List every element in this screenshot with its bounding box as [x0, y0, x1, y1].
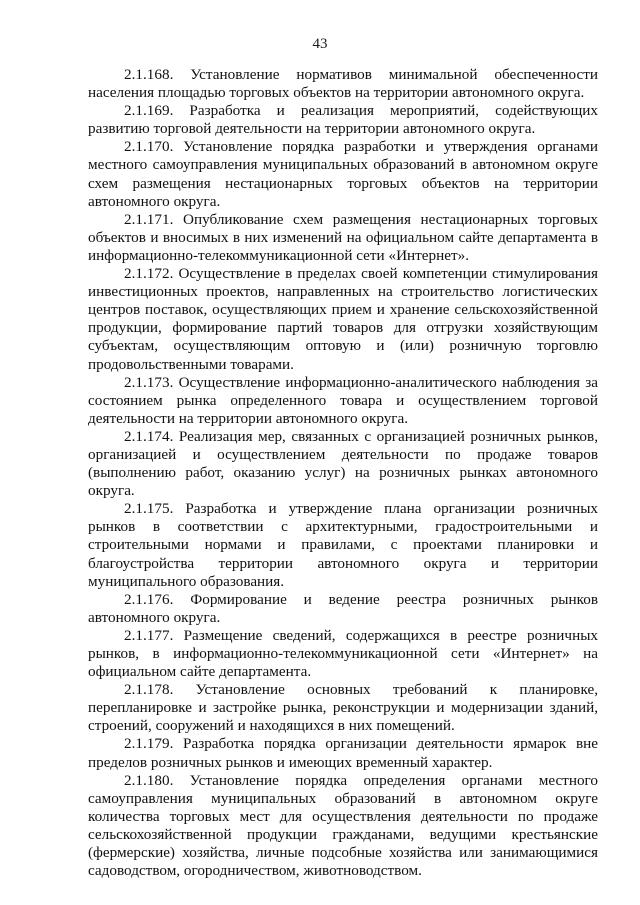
- paragraph-2-1-177: 2.1.177. Размещение сведений, содержащихся в реестре розничных рынков, в информационно-телекоммуникационной сети «Интернет» на официальном сайте департамента.: [88, 626, 598, 681]
- paragraph-2-1-175: 2.1.175. Разработка и утверждение плана организации розничных рынков в соответствии с архитектурными, градостроительными и строительными нормами и правилами, с проектами планировки и благоустройства территории автономного округа и территории муниципального образования.: [88, 500, 598, 590]
- page-number: 43: [312, 36, 328, 52]
- paragraph-2-1-176: 2.1.176. Формирование и ведение реестра розничных рынков автономного округа.: [88, 590, 598, 626]
- paragraph-2-1-171: 2.1.171. Опубликование схем размещения нестационарных торговых объектов и вносимых в них изменений на официальном сайте департамента в информационно-телекоммуникационной сети «Интернет».: [88, 210, 598, 264]
- paragraph-2-1-173: 2.1.173. Осуществление информационно-аналитического наблюдения за состоянием рынка определенного товара и осуществлением торговой деятельности на территории автономного округа.: [88, 373, 598, 427]
- paragraph-2-1-168: 2.1.168. Установление нормативов минимальной обеспеченности населения площадью торговых объектов на территории автономного округа.: [88, 66, 598, 102]
- paragraph-2-1-174: 2.1.174. Реализация мер, связанных с организацией розничных рынков, организацией и осуществлением деятельности по продаже товаров (выполнению работ, оказанию услуг) на розничных рынках автономного округа.: [88, 427, 598, 500]
- paragraph-2-1-170: 2.1.170. Установление порядка разработки и утверждения органами местного самоуправления муниципальных образований в автономном округе схем размещения нестационарных торговых объектов на территории автономного округа.: [88, 138, 598, 210]
- paragraph-2-1-179: 2.1.179. Разработка порядка организации деятельности ярмарок вне пределов розничных рынков и имеющих временный характер.: [88, 735, 598, 771]
- paragraph-2-1-178: 2.1.178. Установление основных требований к планировке, перепланировке и застройке рынка, реконструкции и модернизации зданий, строений, сооружений и находящихся в них помещений.: [88, 681, 598, 735]
- paragraph-2-1-172: 2.1.172. Осуществление в пределах своей компетенции стимулирования инвестиционных проектов, направленных на строительство логистических центров поставок, осуществляющих прием и хранение сельскохозяйственной продукции, формирование партий товаров для отгрузки хозяйствующим субъектам, осуществляющим оптовую и (или) розничную торговлю продовольственными товарами.: [88, 265, 598, 373]
- paragraph-2-1-169: 2.1.169. Разработка и реализация мероприятий, содействующих развитию торговой деятельности на территории автономного округа.: [88, 102, 598, 138]
- document-body: [88, 66, 598, 880]
- paragraph-2-1-180: 2.1.180. Установление порядка определения органами местного самоуправления муниципальных образований в автономном округе количества торговых мест для осуществления деятельности по продаже сельскохозяйственной продукции гражданами, ведущими крестьянские (фермерские) хозяйства, личные подсобные хозяйства или занимающимися садоводством, огородничеством, животноводством.: [88, 771, 598, 880]
